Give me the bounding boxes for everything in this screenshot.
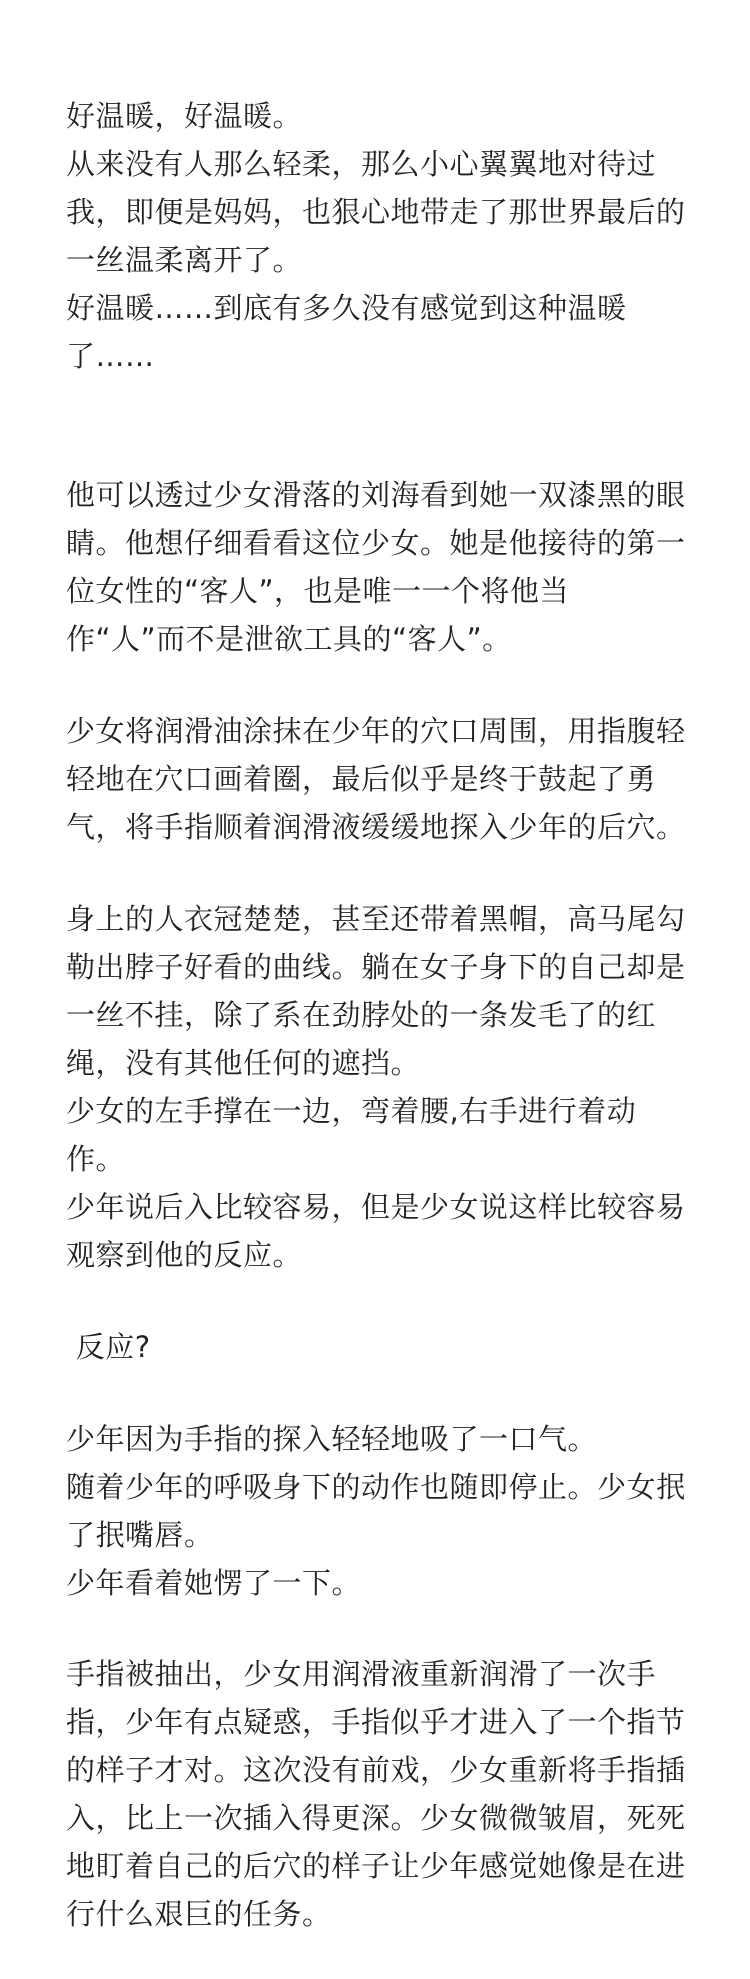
text-line: 从来没有人那么轻柔，那么小心翼翼地对待过 [66,147,657,181]
text-line: 的样子才对。这次没有前戏，少女重新将手指插 [66,1753,686,1787]
text-line: 好温暖，好温暖。 [66,99,303,133]
text-line: 随着少年的呼吸身下的动作也随即停止。少女抿 [66,1470,686,1504]
text-line: 反应? [66,1330,151,1364]
text-line: 指，少年有点疑惑，手指似乎才进入了一个指节 [66,1705,686,1739]
text-line: 勒出脖子好看的曲线。躺在女子身下的自己却是 [66,950,686,984]
text-line: 少年因为手指的探入轻轻地吸了一口气。 [66,1422,598,1456]
text-line: 少年说后入比较容易，但是少女说这样比较容易 [66,1190,686,1224]
article-body [66,92,686,1938]
text-line: 入，比上一次插入得更深。少女微微皱眉，死死 [66,1801,686,1835]
text-line: 少年看着她愣了一下。 [66,1566,362,1600]
paragraph-spacer [66,851,686,895]
text-line: 少女将润滑油涂抹在少年的穴口周围，用指腹轻 [66,714,686,748]
text-line: 睛。他想仔细看看这位少女。她是他接待的第一 [66,526,686,560]
paragraph-3 [66,707,686,851]
text-line: 作“人”而不是泄欲工具的“客人”。 [66,622,512,656]
text-line: 绳，没有其他任何的遮挡。 [66,1046,421,1080]
paragraph-5 [66,1323,686,1371]
paragraph-6 [66,1415,686,1607]
paragraph-7 [66,1650,686,1938]
text-line: 作。 [66,1142,126,1176]
paragraph-spacer [66,1607,686,1650]
text-line: 身上的人衣冠楚楚，甚至还带着黑帽，高马尾勾 [66,902,686,936]
paragraph-spacer [66,663,686,707]
paragraph-spacer [66,1371,686,1415]
text-line: 观察到他的反应。 [66,1238,303,1272]
text-line: 了…… [66,339,155,373]
text-line: 气，将手指顺着润滑液缓缓地探入少年的后穴。 [66,810,686,844]
text-line: 一丝温柔离开了。 [66,243,303,277]
paragraph-spacer [66,380,686,471]
paragraph-4 [66,895,686,1279]
text-line: 好温暖……到底有多久没有感觉到这种温暖 [66,291,627,325]
text-line: 少女的左手撑在一边，弯着腰,右手进行着动 [66,1094,637,1128]
text-line: 他可以透过少女滑落的刘海看到她一双漆黑的眼 [66,478,686,512]
paragraph-1 [66,92,686,380]
paragraph-spacer [66,1279,686,1323]
paragraph-2 [66,471,686,663]
text-line: 手指被抽出，少女用润滑液重新润滑了一次手 [66,1657,657,1691]
text-line: 一丝不挂，除了系在劲脖处的一条发毛了的红 [66,998,657,1032]
text-line: 位女性的“客人”，也是唯一一个将他当 [66,574,570,608]
text-line: 地盯着自己的后穴的样子让少年感觉她像是在进 [66,1849,686,1883]
text-line: 轻地在穴口画着圈，最后似乎是终于鼓起了勇 [66,762,657,796]
text-line: 我，即便是妈妈，也狠心地带走了那世界最后的 [66,195,686,229]
text-line: 了抿嘴唇。 [66,1518,214,1552]
text-line: 行什么艰巨的任务。 [66,1897,332,1931]
